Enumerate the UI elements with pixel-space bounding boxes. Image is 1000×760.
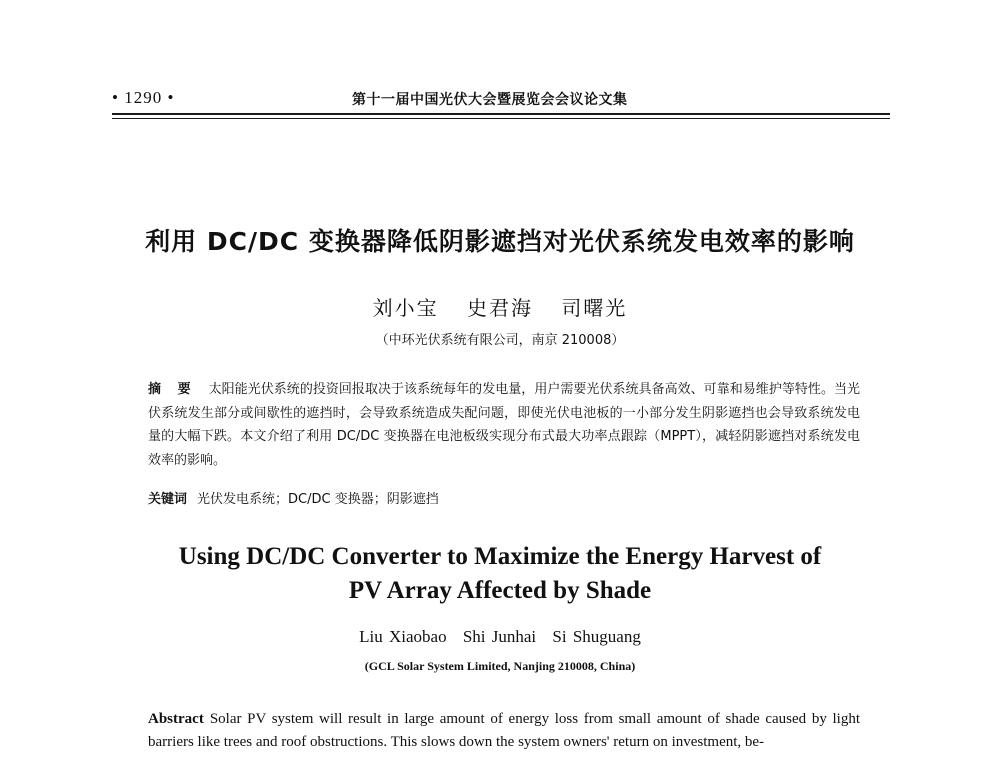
authors-zh <box>0 292 1000 321</box>
author-en: Shi Junhai <box>462 627 537 646</box>
abstract-zh <box>148 378 860 472</box>
keywords-zh <box>148 488 860 507</box>
abstract-en-text: Solar PV system will result in large amount of energy loss from small amount of shade caused by light barriers like trees and roof obstructions. This slows down the system owners' return on investment, be- <box>148 711 860 750</box>
author-zh: 刘小宝 <box>372 296 439 320</box>
affiliation-zh: （中环光伏系统有限公司，南京 210008） <box>375 333 625 348</box>
abstract-zh-label: 摘 要 <box>148 382 197 397</box>
abstract-zh-text: 太阳能光伏系统的投资回报取决于该系统每年的发电量，用户需要光伏系统具备高效、可靠和易维护等特性。当光伏系统发生部分或间歇性的遮挡时，会导致系统造成失配问题，即使光伏电池板的一小部分发生阴影遮挡也会导致系统发电量的大幅下跌。本文介绍了利用 DC/DC 变换器在电池板级实现分布式最大功率点跟踪（MPPT），减轻阴影遮挡对系统发电效率的影响。 <box>148 382 860 468</box>
running-header <box>112 88 890 110</box>
paper-title-en <box>0 540 1000 608</box>
abstract-en-label: Abstract <box>148 711 204 727</box>
paper-title-en-line1: Using DC/DC Converter to Maximize the Energy Harvest of <box>178 543 822 570</box>
header-rule <box>112 113 890 115</box>
author-en: Si Shuguang <box>552 627 641 646</box>
affiliation-en: (GCL Solar System Limited, Nanjing 210008, China) <box>364 659 636 673</box>
keywords-zh-text: 光伏发电系统；DC/DC 变换器；阴影遮挡 <box>197 492 439 507</box>
author-en: Liu Xiaobao <box>359 627 447 646</box>
keywords-zh-label: 关键词 <box>148 492 188 507</box>
paper-title-en-line2: PV Array Affected by Shade <box>348 577 652 604</box>
authors-en <box>0 627 1000 647</box>
author-zh: 史君海 <box>467 296 533 320</box>
page-number: • 1290 • <box>112 88 175 107</box>
paper-title-zh: 利用 DC/DC 变换器降低阴影遮挡对光伏系统发电效率的影响 <box>145 227 855 256</box>
header-rule-thin <box>112 118 890 119</box>
proceedings-title: 第十一届中国光伏大会暨展览会会议论文集 <box>352 92 628 108</box>
author-zh: 司曙光 <box>561 296 628 320</box>
abstract-en <box>148 708 860 754</box>
